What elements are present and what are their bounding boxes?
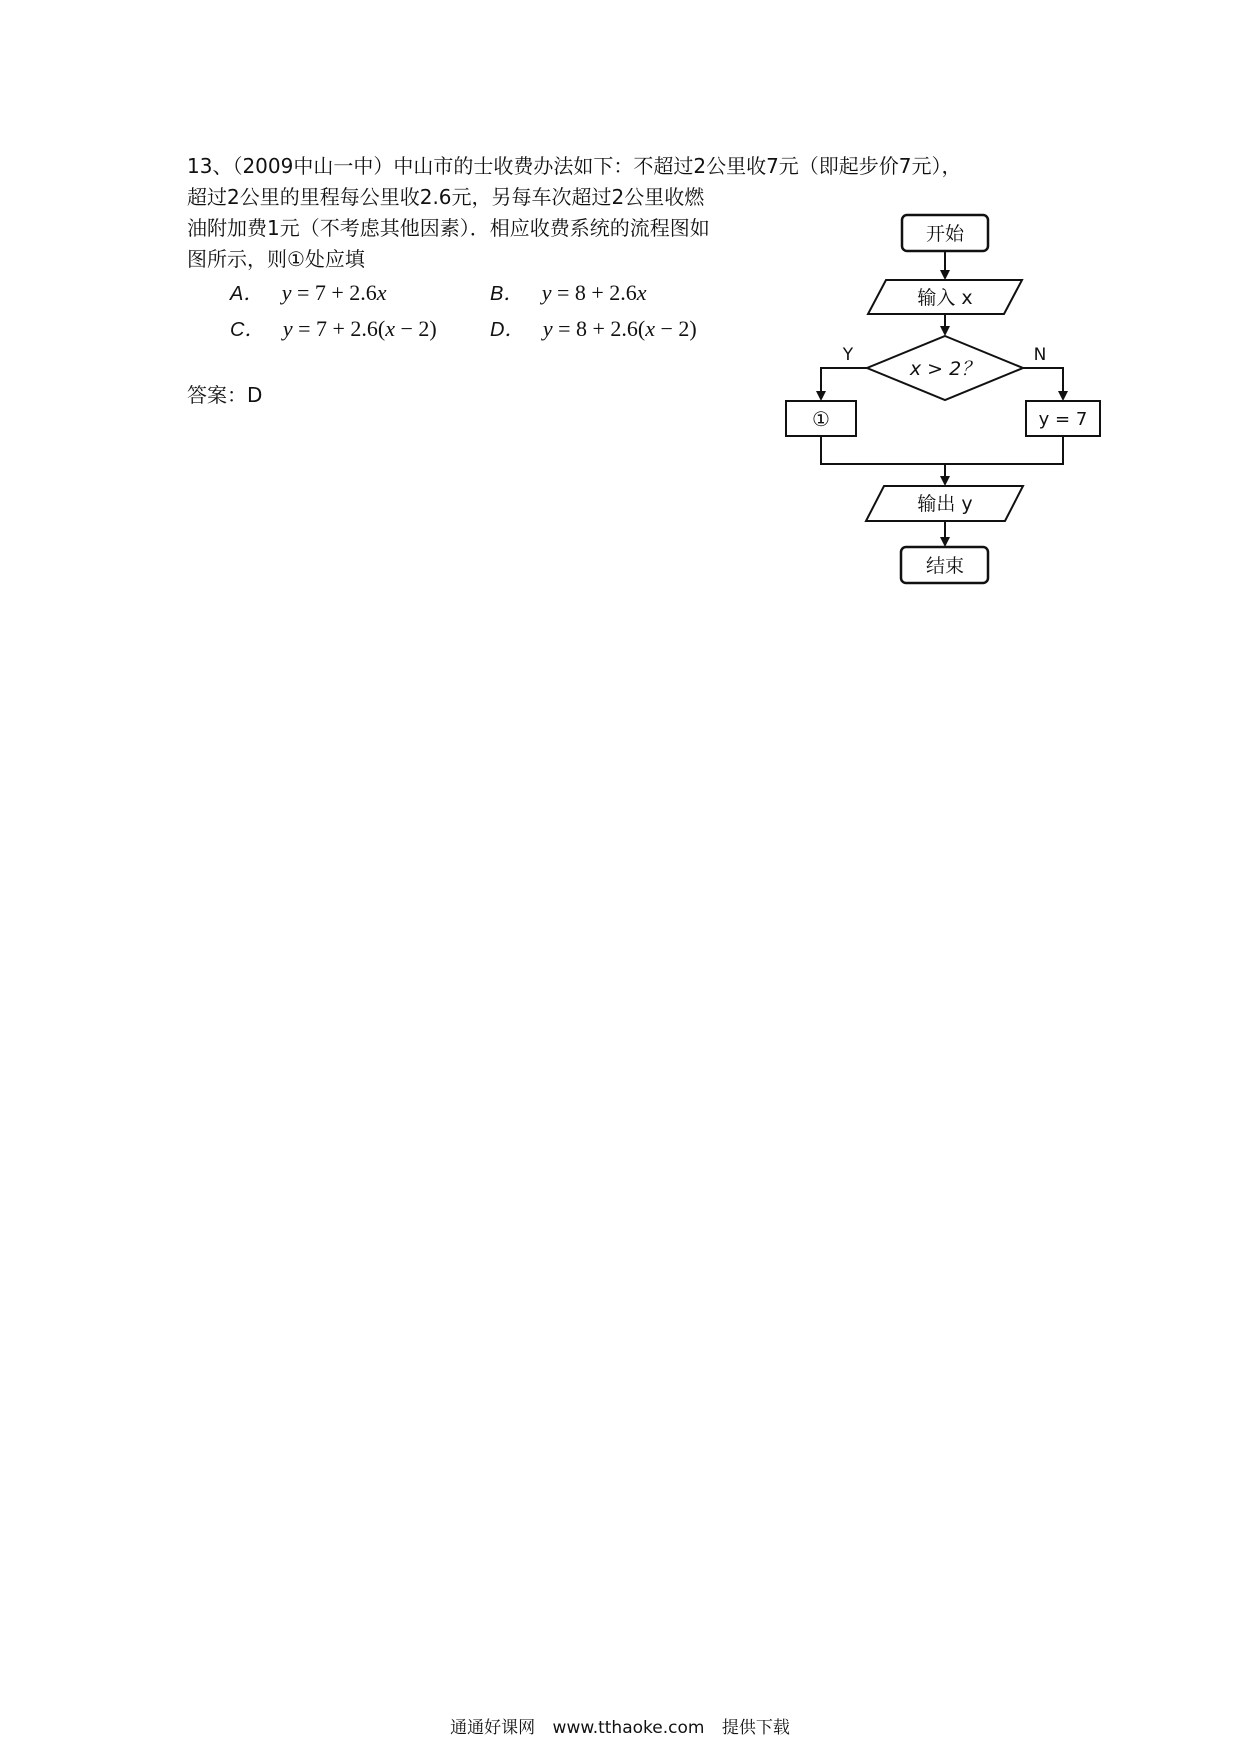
yes-label: Y <box>842 345 854 365</box>
footer-note: 提供下载 <box>721 1718 790 1738</box>
question-line-1: 13、（2009中山一中）中山市的士收费办法如下：不超过2公里收7元（即起步价7元）， <box>187 154 962 178</box>
option-a-formula: y = 7 + 2.6x <box>281 280 387 305</box>
input-label: 输入 x <box>917 287 973 309</box>
no-box-label: y = 7 <box>1038 409 1088 430</box>
merge-line <box>821 436 1063 464</box>
footer-site: 通通好课网 <box>450 1718 536 1738</box>
option-b-formula: y = 8 + 2.6x <box>541 280 647 305</box>
question-line-2: 超过2公里的里程每公里收2.6元，另每车次超过2公里收燃 <box>187 185 705 209</box>
output-label: 输出 y <box>917 493 973 515</box>
option-c-letter: C． <box>230 319 265 341</box>
question-line-3: 油附加费1元（不考虑其他因素）．相应收费系统的流程图如 <box>187 216 710 240</box>
end-label: 结束 <box>925 555 965 577</box>
answer: 答案：D <box>187 383 263 407</box>
no-label: N <box>1033 345 1047 365</box>
footer-url[interactable]: www.tthaoke.com <box>552 1718 705 1738</box>
option-c-formula: y = 7 + 2.6(x − 2) <box>282 316 437 341</box>
yes-box-label: ① <box>812 407 830 431</box>
arrow-yes <box>821 368 867 399</box>
footer <box>0 1713 1240 1738</box>
option-d-letter: D． <box>490 319 525 341</box>
option-d-formula: y = 8 + 2.6(x − 2) <box>542 316 697 341</box>
arrow-no <box>1023 368 1063 399</box>
start-label: 开始 <box>925 223 965 245</box>
question-line-4: 图所示，则①处应填 <box>187 247 365 271</box>
option-a-letter: A． <box>230 283 264 305</box>
option-b-letter: B． <box>490 283 524 305</box>
condition-label: x > 2？ <box>909 358 981 380</box>
